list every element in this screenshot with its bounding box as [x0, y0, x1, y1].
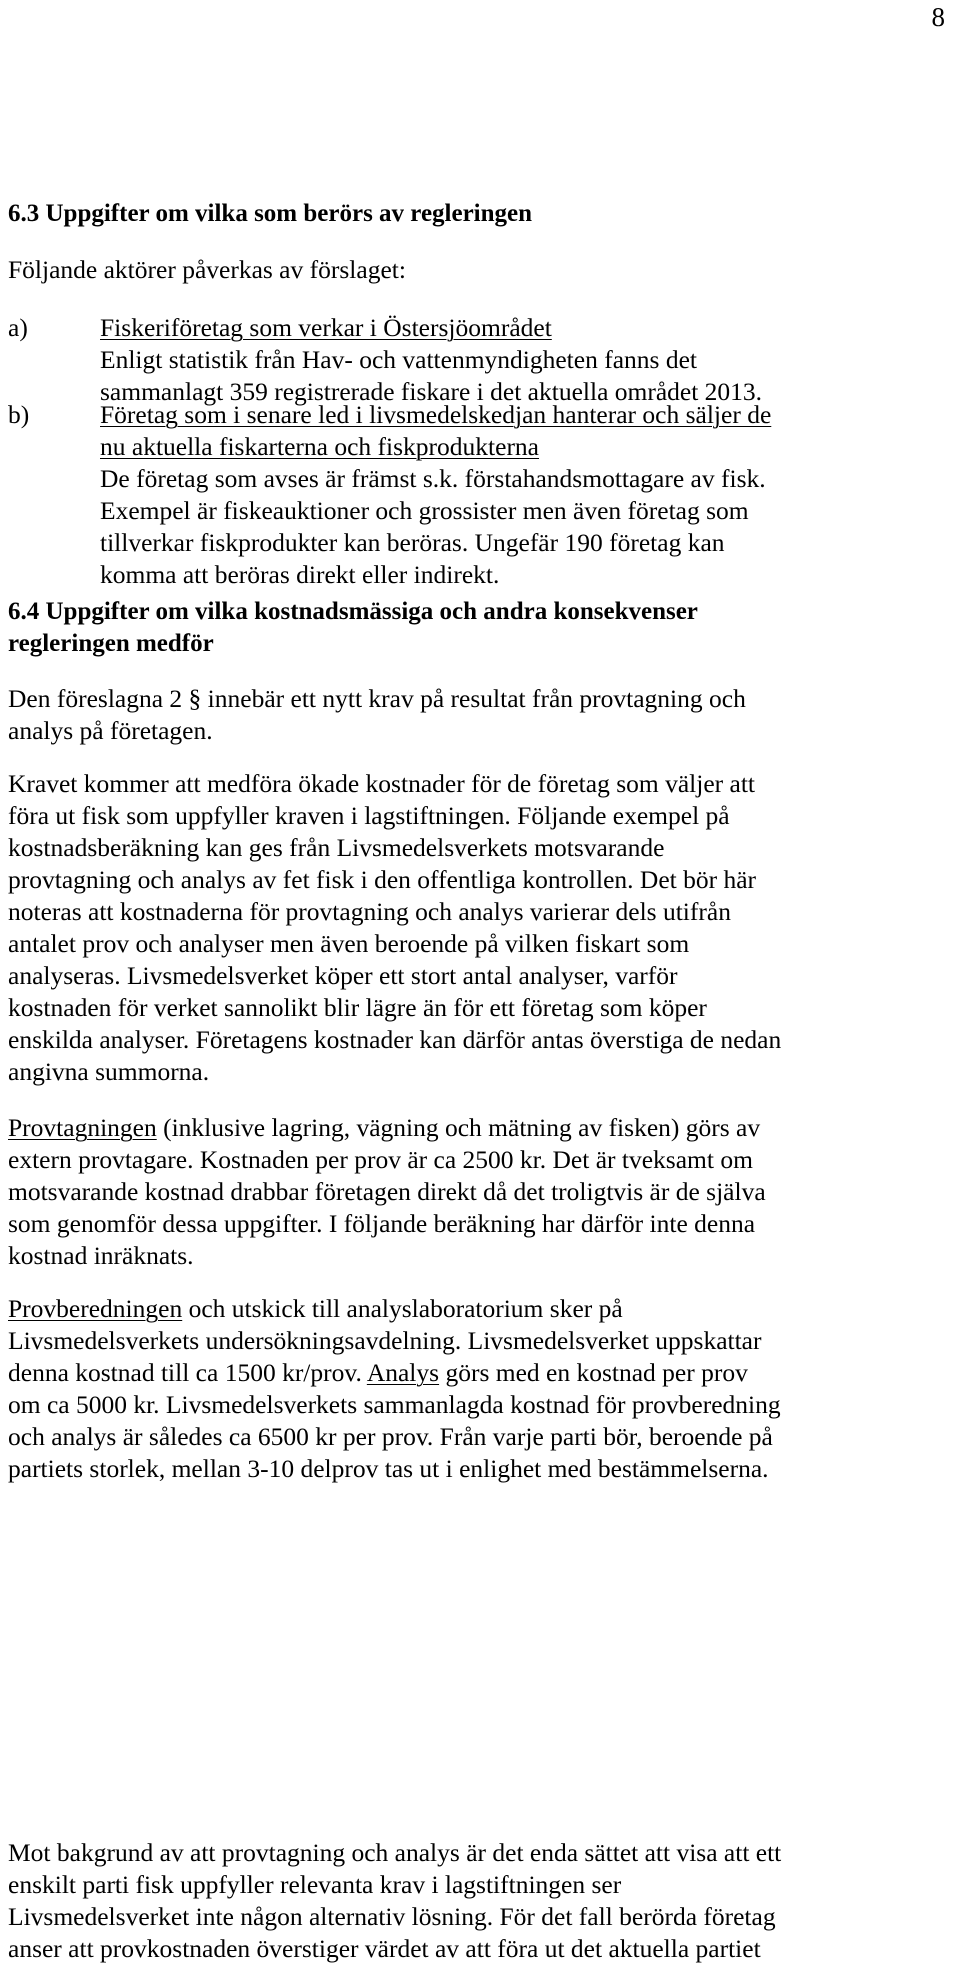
- paragraph-line: föra ut fisk som uppfyller kraven i lagstiftningen. Följande exempel på: [8, 801, 730, 830]
- list-marker-a: a): [8, 313, 28, 342]
- paragraph-line: kostnaden för verket sannolikt blir lägre än för ett företag som köper: [8, 993, 707, 1022]
- paragraph-line: antalet prov och analyser men även beroende på vilken fiskart som: [8, 929, 690, 958]
- page-number: 8: [931, 2, 945, 32]
- paragraph-line: kostnadsberäkning kan ges från Livsmedelsverkets motsvarande: [8, 833, 665, 862]
- list-item-b-line: tillverkar fiskprodukter kan beröras. Ungefär 190 företag kan: [100, 528, 725, 557]
- term-provberedningen: Provberedningen: [8, 1294, 183, 1323]
- paragraph-p3: [8, 1112, 958, 1272]
- list-item-b-content: [100, 399, 960, 591]
- paragraph-line: och analys är således ca 6500 kr per prov. Från varje parti bör, beroende på: [8, 1422, 773, 1451]
- paragraph-p2: [8, 768, 958, 1088]
- paragraph-p1: [8, 683, 958, 747]
- paragraph-p4: [8, 1293, 958, 1485]
- list-item-a-line: sammanlagt 359 registrerade fiskare i det aktuella området 2013.: [100, 377, 763, 406]
- list-item-b-title-line: Företag som i senare led i livsmedelskedjan hanterar och säljer de: [100, 400, 772, 429]
- paragraph-line: analys på företagen.: [8, 716, 213, 745]
- section-6-4-heading: [8, 596, 698, 660]
- paragraph-line: provtagning och analys av fet fisk i den offentliga kontrollen. Det bör här: [8, 865, 757, 894]
- section-6-3-heading: 6.3 Uppgifter om vilka som berörs av regleringen: [8, 200, 533, 227]
- line-post: görs med en kostnad per prov: [439, 1358, 748, 1387]
- intro-line: Följande aktörer påverkas av förslaget:: [8, 255, 406, 284]
- paragraph-line: partiets storlek, mellan 3-10 delprov tas ut i enlighet med bestämmelserna.: [8, 1454, 769, 1483]
- paragraph-line: kostnad inräknats.: [8, 1241, 194, 1270]
- paragraph-line: enskilt parti fisk uppfyller relevanta krav i lagstiftningen ser: [8, 1870, 622, 1899]
- list-item-a-content: [100, 312, 960, 408]
- line-rest: (inklusive lagring, vägning och mätning av fisken) görs av: [156, 1113, 761, 1142]
- paragraph-line: motsvarande kostnad drabbar företagen direkt då det troligtvis är de själva: [8, 1177, 766, 1206]
- heading-line: 6.4 Uppgifter om vilka kostnadsmässiga och andra konsekvenser: [8, 598, 698, 625]
- list-marker-b: b): [8, 400, 30, 429]
- list-item-a-line: Enligt statistik från Hav- och vattenmyndigheten fanns det: [100, 345, 697, 374]
- paragraph-line: [8, 1112, 958, 1144]
- paragraph-line: enskilda analyser. Företagens kostnader kan därför antas överstiga de nedan: [8, 1025, 782, 1054]
- heading-line: regleringen medför: [8, 630, 214, 657]
- list-item-b-line: De företag som avses är främst s.k. förstahandsmottagare av fisk.: [100, 464, 766, 493]
- list-item-a-title: Fiskeriföretag som verkar i Östersjöområdet: [100, 313, 552, 342]
- term-provtagningen: Provtagningen: [8, 1113, 157, 1142]
- paragraph-line: [8, 1357, 958, 1389]
- paragraph-line: Livsmedelsverkets undersökningsavdelning. Livsmedelsverket uppskattar: [8, 1326, 762, 1355]
- section-6-3-intro: [8, 254, 958, 286]
- list-item-b-line: Exempel är fiskeauktioner och grossister men även företag som: [100, 496, 749, 525]
- paragraph-line: extern provtagare. Kostnaden per prov är ca 2500 kr. Det är tveksamt om: [8, 1145, 753, 1174]
- paragraph-line: analyseras. Livsmedelsverket köper ett stort antal analyser, varför: [8, 961, 678, 990]
- paragraph-line: noteras att kostnaderna för provtagning och analys varierar dels utifrån: [8, 897, 731, 926]
- paragraph-line: Livsmedelsverket inte någon alternativ lösning. För det fall berörda företag: [8, 1902, 776, 1931]
- paragraph-line: som genomför dessa uppgifter. I följande beräkning har därför inte denna: [8, 1209, 756, 1238]
- list-item-b-title-line: nu aktuella fiskarterna och fiskprodukterna: [100, 432, 540, 461]
- paragraph-line: anser att provkostnaden överstiger värdet av att föra ut det aktuella partiet: [8, 1934, 761, 1963]
- term-analys: Analys: [366, 1358, 440, 1387]
- list-item-b-line: komma att beröras direkt eller indirekt.: [100, 560, 500, 589]
- paragraph-line: Kravet kommer att medföra ökade kostnader för de företag som väljer att: [8, 769, 755, 798]
- line-rest: och utskick till analyslaboratorium sker på: [182, 1294, 623, 1323]
- line-pre: denna kostnad till ca 1500 kr/prov.: [8, 1358, 367, 1387]
- paragraph-line: Den föreslagna 2 § innebär ett nytt krav på resultat från provtagning och: [8, 684, 746, 713]
- paragraph-line: angivna summorna.: [8, 1057, 210, 1086]
- paragraph-line: Mot bakgrund av att provtagning och analys är det enda sättet att visa att ett: [8, 1838, 782, 1867]
- paragraph-line: [8, 1293, 958, 1325]
- paragraph-p5: [8, 1837, 958, 1965]
- paragraph-line: om ca 5000 kr. Livsmedelsverkets sammanlagda kostnad för provberedning: [8, 1390, 781, 1419]
